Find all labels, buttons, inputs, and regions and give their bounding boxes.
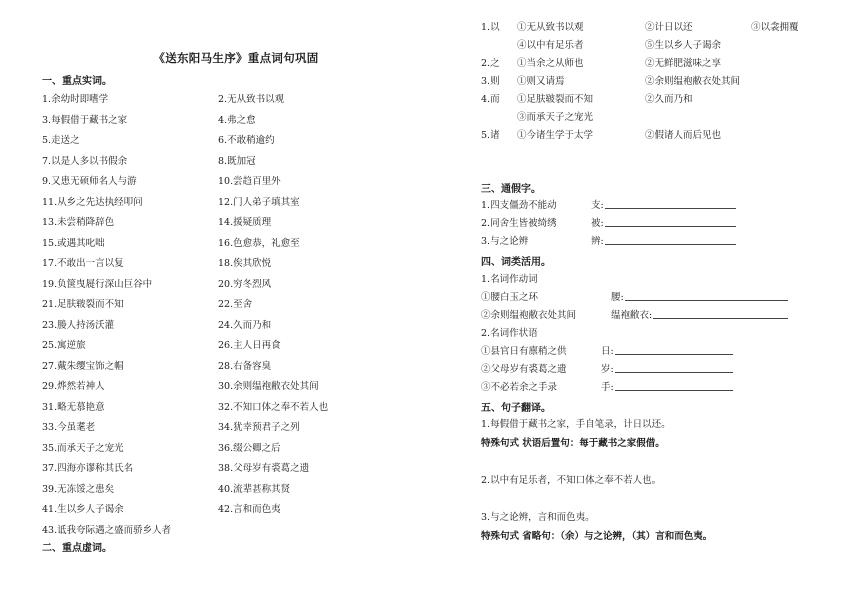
vocab-row	[42, 481, 430, 502]
left-page	[42, 0, 430, 608]
answer-blank[interactable]	[605, 244, 736, 245]
vocab-item: 23.媵人持汤沃灌	[42, 319, 115, 331]
answer-label: 缊袍敝衣:	[611, 310, 653, 321]
question-text: 2.同舍生皆被绮绣	[481, 218, 557, 229]
subheading-noun-as-adverbial: 2.名词作状语	[481, 328, 538, 339]
vocab-item: 12.门人弟子填其室	[218, 196, 300, 208]
function-word-example: ①则又请焉	[517, 76, 565, 87]
function-word-head: 4.而	[481, 94, 500, 105]
question-text: 1.四支僵劲不能动	[481, 200, 557, 211]
question-text: ③不必若余之手录	[481, 382, 558, 393]
vocab-row	[42, 337, 430, 358]
vocab-item: 7.以是人多以书假余	[42, 155, 128, 167]
vocab-item: 9.又患无硕师名人与游	[42, 176, 137, 187]
answer-blank[interactable]	[605, 226, 736, 227]
translation-3: 3.与之论辨，言和而色夷。	[481, 512, 595, 523]
vocab-item: 10.尝趋百里外	[218, 176, 281, 187]
vocab-row	[42, 501, 430, 522]
vocab-item: 20.穷冬烈风	[218, 278, 272, 290]
translation-2: 2.以中有足乐者，不知口体之奉不若人也。	[481, 475, 662, 486]
right-page	[481, 0, 821, 608]
function-word-example: ①当余之从师也	[517, 58, 584, 69]
vocab-item: 42.言和而色夷	[218, 504, 281, 515]
function-word-example: ②计日以还	[645, 22, 693, 33]
vocab-item: 29.烨然若神人	[42, 381, 105, 392]
vocab-row	[42, 440, 430, 461]
vocab-item: 25.寓逆旅	[42, 340, 86, 351]
vocab-item: 11.从乡之先达执经叩问	[42, 196, 143, 208]
vocab-row	[42, 91, 430, 112]
vocab-item: 43.诋我夸际遇之盛而骄乡人者	[42, 524, 172, 536]
vocab-item: 37.四海亦谬称其氏名	[42, 463, 134, 474]
section-heading-2: 二、重点虚词。	[42, 543, 112, 554]
vocab-row	[42, 132, 430, 153]
vocab-item: 34.犹幸预君子之列	[218, 422, 300, 433]
translation-1-note: 特殊句式 状语后置句：每于藏书之家假借。	[481, 438, 665, 449]
vocab-item: 30.余则缊袍敝衣处其间	[218, 381, 319, 392]
vocab-row	[42, 214, 430, 235]
vocab-row	[42, 255, 430, 276]
vocab-item: 18.俟其欣悦	[218, 258, 272, 269]
answer-blank[interactable]	[625, 300, 788, 301]
vocab-item: 32.不知口体之奉不若人也	[218, 401, 329, 413]
vocab-item: 35.而承天子之宠光	[42, 442, 124, 454]
vocab-item: 28.右备容臭	[218, 360, 272, 372]
function-word-head: 5.诸	[481, 130, 500, 141]
function-word-example: ③以衾拥覆	[751, 22, 799, 33]
answer-label: 被:	[591, 218, 604, 229]
vocab-item: 2.无从致书以观	[218, 94, 285, 105]
function-word-head: 1.以	[481, 22, 500, 33]
question-text: ①县官日有廪稍之供	[481, 346, 567, 357]
vocab-item: 41.生以乡人子谒余	[42, 504, 124, 515]
vocab-item: 4.弗之怠	[218, 114, 256, 126]
vocab-row	[42, 153, 430, 174]
answer-label: 辨:	[591, 236, 604, 247]
vocab-item: 26.主人日再食	[218, 340, 281, 351]
vocab-row	[42, 317, 430, 338]
vocab-item: 6.不敢稍逾约	[218, 135, 275, 146]
vocab-row	[42, 276, 430, 297]
vocab-row	[42, 112, 430, 133]
function-word-example: ②久而乃和	[645, 94, 693, 105]
function-word-head: 2.之	[481, 58, 500, 69]
answer-label: 支:	[591, 200, 604, 211]
question-text: 3.与之论辨	[481, 236, 529, 247]
section-heading-1: 一、重点实词。	[42, 76, 112, 87]
vocab-item: 24.久而乃和	[218, 319, 272, 331]
function-word-example: ①今诸生学于太学	[517, 130, 594, 141]
vocab-item: 27.戴朱缨宝饰之帽	[42, 360, 124, 372]
vocab-list	[42, 91, 430, 542]
function-word-example: ②余则缊袍敝衣处其间	[645, 76, 741, 87]
vocab-row	[42, 460, 430, 481]
vocab-item: 5.走送之	[42, 135, 80, 146]
vocab-row	[42, 399, 430, 420]
vocab-row	[42, 419, 430, 440]
vocab-item: 13.未尝稍降辞色	[42, 217, 115, 228]
translation-1: 1.每假借于藏书之家，手自笔录，计日以还。	[481, 419, 671, 430]
function-word-example: ④以中有足乐者	[517, 40, 584, 51]
vocab-item: 8.既加冠	[218, 155, 256, 167]
question-text: ②余则缊袍敝衣处其间	[481, 310, 577, 321]
vocab-row	[42, 235, 430, 256]
vocab-item: 21.足肤皲裂而不知	[42, 299, 124, 310]
answer-blank[interactable]	[605, 208, 736, 209]
worksheet-title: 《送东阳马生序》重点词句巩固	[153, 51, 319, 65]
answer-label: 腰:	[611, 292, 624, 303]
vocab-row	[42, 378, 430, 399]
function-word-example: ①足肤皲裂而不知	[517, 94, 594, 105]
function-word-example: ⑤生以乡人子谒余	[645, 40, 722, 51]
question-text: ①腰白玉之环	[481, 292, 539, 303]
vocab-item: 40.流辈甚称其贤	[218, 483, 291, 495]
function-word-example: ②无鲜肥滋味之享	[645, 58, 722, 69]
vocab-item: 19.负箧曳屣行深山巨谷中	[42, 278, 153, 290]
translation-3-note: 特殊句式 省略句：（余）与之论辨，（其）言和而色夷。	[481, 531, 713, 542]
vocab-item: 1.余幼时即嗜学	[42, 94, 109, 105]
vocab-row	[42, 173, 430, 194]
answer-label: 岁:	[601, 364, 614, 375]
question-text: ②父母岁有裘葛之遗	[481, 364, 567, 375]
answer-blank[interactable]	[615, 354, 733, 355]
answer-blank[interactable]	[615, 390, 733, 391]
answer-label: 日:	[601, 346, 614, 357]
vocab-item: 16.色愈恭，礼愈至	[218, 237, 300, 249]
function-word-example: ③而承天子之宠光	[517, 112, 594, 123]
function-word-example: ①无从致书以观	[517, 22, 584, 33]
answer-label: 手:	[601, 382, 614, 393]
vocab-item: 31.略无慕艳意	[42, 401, 105, 413]
vocab-row	[42, 358, 430, 379]
vocab-item: 14.援疑质理	[218, 217, 272, 228]
section-heading-4: 四、词类活用。	[481, 257, 551, 268]
function-word-head: 3.则	[481, 76, 500, 87]
vocab-item: 17.不敢出一言以复	[42, 258, 124, 269]
vocab-item: 33.今虽耄老	[42, 422, 96, 433]
vocab-item: 38.父母岁有裘葛之遗	[218, 463, 310, 474]
function-word-example: ②假诸人而后见也	[645, 130, 722, 141]
vocab-item: 36.缀公卿之后	[218, 442, 281, 454]
vocab-item: 22.至舍	[218, 299, 253, 310]
vocab-row	[42, 194, 430, 215]
vocab-item: 39.无冻馁之患矣	[42, 483, 115, 495]
section-heading-5: 五、句子翻译。	[481, 403, 551, 414]
vocab-item: 3.每假借于藏书之家	[42, 114, 128, 126]
vocab-item: 15.或遇其叱咄	[42, 237, 105, 249]
answer-blank[interactable]	[615, 372, 733, 373]
vocab-row	[42, 296, 430, 317]
subheading-noun-as-verb: 1.名词作动词	[481, 274, 538, 285]
section-heading-3: 三、通假字。	[481, 184, 541, 195]
answer-blank[interactable]	[653, 318, 788, 319]
